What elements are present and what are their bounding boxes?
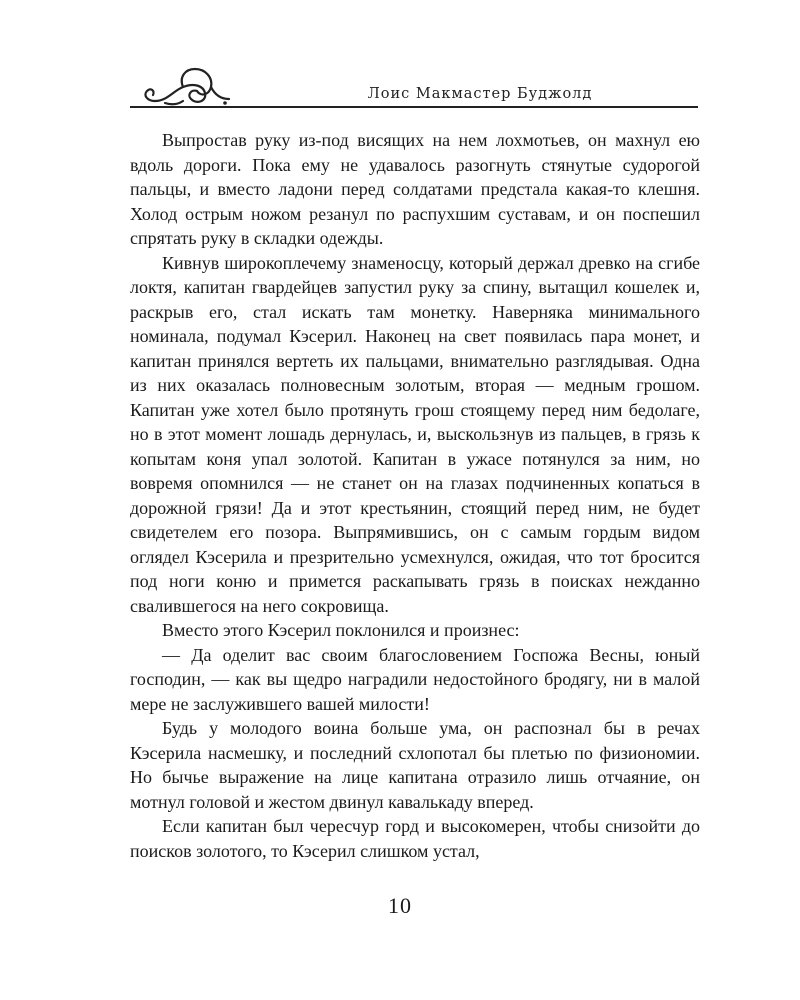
paragraph: Выпростав руку из-под висящих на нем лохмотьев, он махнул ею вдоль дороги. Пока ему не удавалось разогнуть стянутые судорогой пальцы, и вместо ладони перед солдатами предстала какая-то клешня. Холод острым ножом резанул по распухшим суставам, и он поспешил спрятать руку в складки одежды. (130, 130, 700, 248)
running-head: Лоис Макмастер Буджолд (367, 86, 593, 102)
body-text (130, 128, 700, 863)
header-rule (130, 106, 698, 108)
flourish-ornament-icon (125, 65, 235, 110)
paragraph: Кивнув широкоплечему знаменосцу, который держал древко на сгибе локтя, капитан гвардейцев запустил руку за спину, вытащил кошелек и, раскрыв его, стал искать там монетку. Наверняка минимального номинала, подумал Кэсерил. Наконец на свет появилась пара монет, и капитан принялся вертеть их пальцами, внимательно разглядывая. Одна из них оказалась полновесным золотым, вторая — медным грошом. Капитан уже хотел было протянуть грош стоящему перед ним бедолаге, но в этот момент лошадь дернулась, и, выскользнув из пальцев, в грязь к копытам коня упал золотой. Капитан в ужасе потянулся за ним, но вовремя опомнился — не станет он на глазах подчиненных копаться в дорожной грязи! Да и этот крестьянин, стоящий перед ним, не будет свидетелем его позора. Выпрямившись, он с самым гордым видом оглядел Кэсерила и презрительно усмехнулся, ожидая, что тот бросится под ноги коню и примется раскапывать грязь в поисках нежданно свалившегося на него сокровища. (130, 252, 700, 616)
paragraph: Будь у молодого воина больше ума, он распознал бы в речах Кэсерила насмешку, и последний схлопотал бы плетью по физиономии. Но бычье выражение на лице капитана отразило лишь отчаяние, он мотнул головой и жестом двинул кавалькаду вперед. (130, 718, 700, 812)
paragraph: Если капитан был чересчур горд и высокомерен, чтобы снизойти до поисков золотого, то Кэсерил слишком устал, (130, 816, 700, 861)
page-number: 10 (388, 893, 412, 918)
page-header (0, 0, 800, 112)
paragraph: Вместо этого Кэсерил поклонился и произнес: (162, 620, 520, 640)
paragraph: — Да оделит вас своим благословением Госпожа Весны, юный господин, — как вы щедро наградили недостойного бродягу, ни в малой мере не заслужившего вашей милости! (130, 644, 700, 714)
